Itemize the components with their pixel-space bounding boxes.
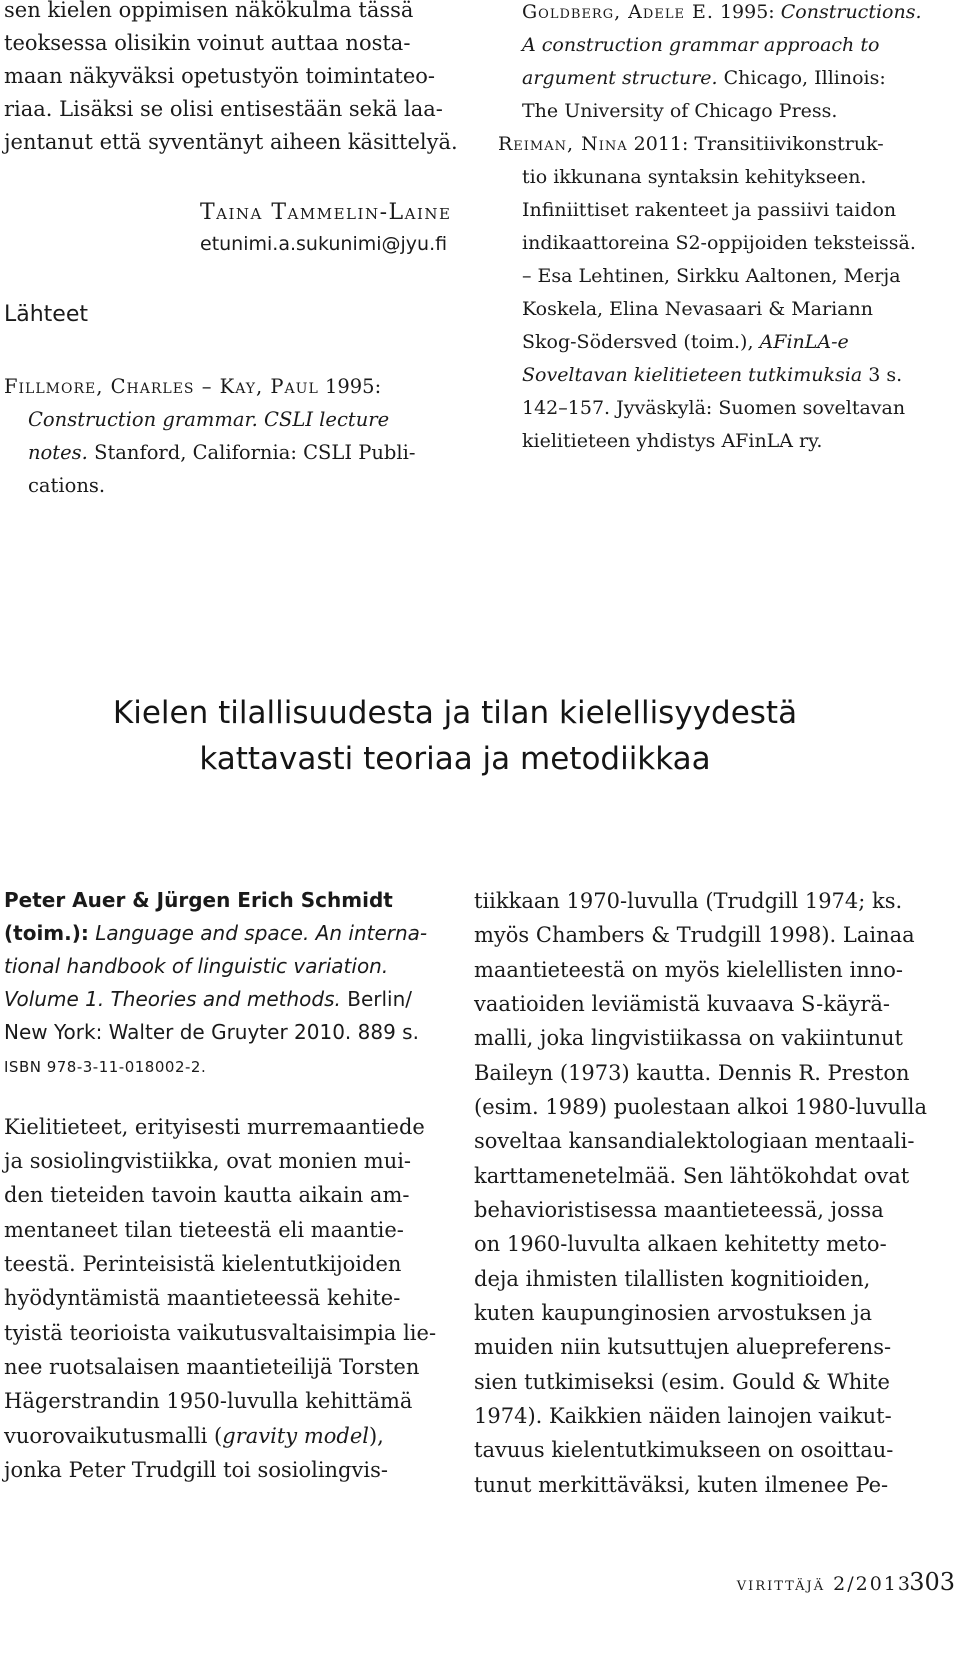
ref-text: Koskela, Elina Nevasaari & Mariann bbox=[522, 298, 873, 320]
ref-publisher: Stanford, California: CSLI Publi- bbox=[94, 441, 416, 464]
body-line: Kielitieteet, erityisesti murremaantiede bbox=[4, 1115, 425, 1139]
body-line: karttamenetelmää. Sen lähtökohdat ovat bbox=[474, 1164, 910, 1188]
body-line: ja sosiolingvistiikka, ovat monien mui- bbox=[4, 1149, 412, 1173]
body-line: vaatioiden leviämistä kuvaava S-käyrä- bbox=[474, 992, 891, 1016]
body-line: myös Chambers & Trudgill 1998). Lainaa bbox=[474, 923, 915, 947]
body-line: tyistä teorioista vaikutusvaltaisimpia lie- bbox=[4, 1321, 437, 1345]
ref-title: Soveltavan kielitieteen tutkimuksia bbox=[522, 364, 863, 386]
body-line: tavuus kielentutkimukseen on osoittau- bbox=[474, 1438, 894, 1462]
ref-author: Reiman, Nina bbox=[498, 133, 628, 155]
ref-text: 2011: Transitiivikonstruk- bbox=[633, 133, 884, 155]
body-line: kuten kaupunginosien arvostuksen ja bbox=[474, 1301, 872, 1325]
ref-text: indikaattoreina S2-oppijoiden teksteissä. bbox=[522, 232, 916, 254]
body-line: on 1960-luvulta alkaen kehitetty meto- bbox=[474, 1232, 887, 1256]
reviewer-email: etunimi.a.sukunimi@jyu.fi bbox=[200, 233, 448, 255]
journal-name: virittäjä 2/2013 bbox=[736, 1573, 912, 1595]
ref-text: – Esa Lehtinen, Sirkku Aaltonen, Merja bbox=[522, 265, 901, 287]
book-publisher: Berlin/ bbox=[347, 987, 412, 1011]
body-line: hyödyntämistä maantieteessä kehite- bbox=[4, 1286, 401, 1310]
body-text: vuorovaikutusmalli ( bbox=[4, 1424, 223, 1448]
ref-year: 1995: bbox=[324, 375, 382, 398]
body-line: behavioristisessa maantieteessä, jossa bbox=[474, 1198, 884, 1222]
body-line: nee ruotsalaisen maantieteilijä Torsten bbox=[4, 1355, 420, 1379]
text-line: teoksessa olisikin voinut auttaa nosta- bbox=[4, 31, 411, 55]
body-line: tunut merkittäväksi, kuten ilmenee Pe- bbox=[474, 1473, 889, 1497]
body-line: teestä. Perinteisistä kielentutkijoiden bbox=[4, 1252, 402, 1276]
body-line: maantieteestä on myös kielellisten inno- bbox=[474, 958, 903, 982]
ref-title: Construction grammar. CSLI lecture bbox=[28, 408, 390, 431]
body-line: deja ihmisten tilallisten kognitioiden, bbox=[474, 1267, 871, 1291]
ref-title: notes. bbox=[28, 441, 88, 464]
text-line: riaa. Lisäksi se olisi entisestään sekä laa- bbox=[4, 97, 443, 121]
ref-text: 3 s. bbox=[868, 364, 903, 386]
body-line: mentaneet tilan tieteestä eli maantie- bbox=[4, 1218, 404, 1242]
body-line: (esim. 1989) puolestaan alkoi 1980-luvulla bbox=[474, 1095, 928, 1119]
book-authors: Peter Auer & Jürgen Erich Schmidt bbox=[4, 888, 393, 912]
ref-year: 1995: bbox=[719, 1, 775, 23]
book-title: Language and space. bbox=[95, 921, 310, 945]
text-line: jentanut että syventänyt aiheen käsittelyä. bbox=[4, 130, 458, 154]
reviewer-name: Taina Tammelin-Laine bbox=[200, 200, 452, 225]
article-title-line: kattavasti teoriaa ja metodiikkaa bbox=[199, 741, 711, 777]
body-italic: gravity model bbox=[222, 1424, 369, 1448]
body-line: soveltaa kansandialektologiaan mentaali- bbox=[474, 1129, 915, 1153]
ref-title: AFinLA-e bbox=[759, 331, 849, 353]
ref-text: 142–157. Jyväskylä: Suomen soveltavan bbox=[522, 397, 906, 419]
body-line: 1974). Kaikkien näiden lainojen vaikut- bbox=[474, 1404, 892, 1428]
book-isbn: ISBN 978-3-11-018002-2. bbox=[4, 1058, 207, 1076]
book-title: An interna- bbox=[315, 921, 428, 945]
body-line: den tieteiden tavoin kautta aikain am- bbox=[4, 1183, 410, 1207]
ref-publisher: cations. bbox=[28, 474, 106, 497]
article-title bbox=[0, 690, 910, 782]
body-line: muiden niin kutsuttujen aluepreferens- bbox=[474, 1335, 892, 1359]
book-publisher: New York: Walter de Gruyter 2010. 889 s. bbox=[4, 1020, 419, 1044]
ref-authors: Fillmore, Charles – Kay, Paul bbox=[4, 375, 319, 398]
body-line: jonka Peter Trudgill toi sosiolingvis- bbox=[4, 1458, 388, 1482]
ref-title: A construction grammar approach to bbox=[522, 34, 880, 56]
book-editors: (toim.): bbox=[4, 921, 89, 945]
ref-text: kielitieteen yhdistys AFinLA ry. bbox=[522, 430, 823, 452]
book-title: tional handbook of linguistic variation. bbox=[4, 954, 389, 978]
body-line: sien tutkimiseksi (esim. Gould & White bbox=[474, 1370, 890, 1394]
body-text: ), bbox=[368, 1424, 384, 1448]
references-heading: Lähteet bbox=[4, 302, 89, 327]
ref-text: Infiniittiset rakenteet ja passiivi taidon bbox=[522, 199, 897, 221]
book-title: Volume 1. Theories and methods. bbox=[4, 987, 341, 1011]
body-line: Hägerstrandin 1950-luvulla kehittämä bbox=[4, 1389, 413, 1413]
ref-text: tio ikkunana syntaksin kehitykseen. bbox=[522, 166, 867, 188]
text-line: sen kielen oppimisen näkökulma tässä bbox=[4, 0, 414, 22]
text-line: maan näkyväksi opetustyön toimintateo- bbox=[4, 64, 435, 88]
body-line: malli, joka lingvistiikassa on vakiintunut bbox=[474, 1026, 903, 1050]
body-line bbox=[4, 1419, 384, 1453]
body-line: Baileyn (1973) kautta. Dennis R. Preston bbox=[474, 1061, 910, 1085]
ref-text: Skog-Södersved (toim.), bbox=[522, 331, 754, 353]
ref-author: Goldberg, Adele E. bbox=[522, 1, 714, 23]
article-title-line: Kielen tilallisuudesta ja tilan kielellisyydestä bbox=[112, 695, 798, 731]
ref-title: argument structure. bbox=[522, 67, 718, 89]
ref-title: Constructions. bbox=[780, 1, 922, 23]
page-number: 303 bbox=[909, 1568, 955, 1596]
body-line: tiikkaan 1970-luvulla (Trudgill 1974; ks. bbox=[474, 889, 903, 913]
ref-publisher: Chicago, Illinois: bbox=[723, 67, 886, 89]
ref-publisher: The University of Chicago Press. bbox=[522, 100, 838, 122]
